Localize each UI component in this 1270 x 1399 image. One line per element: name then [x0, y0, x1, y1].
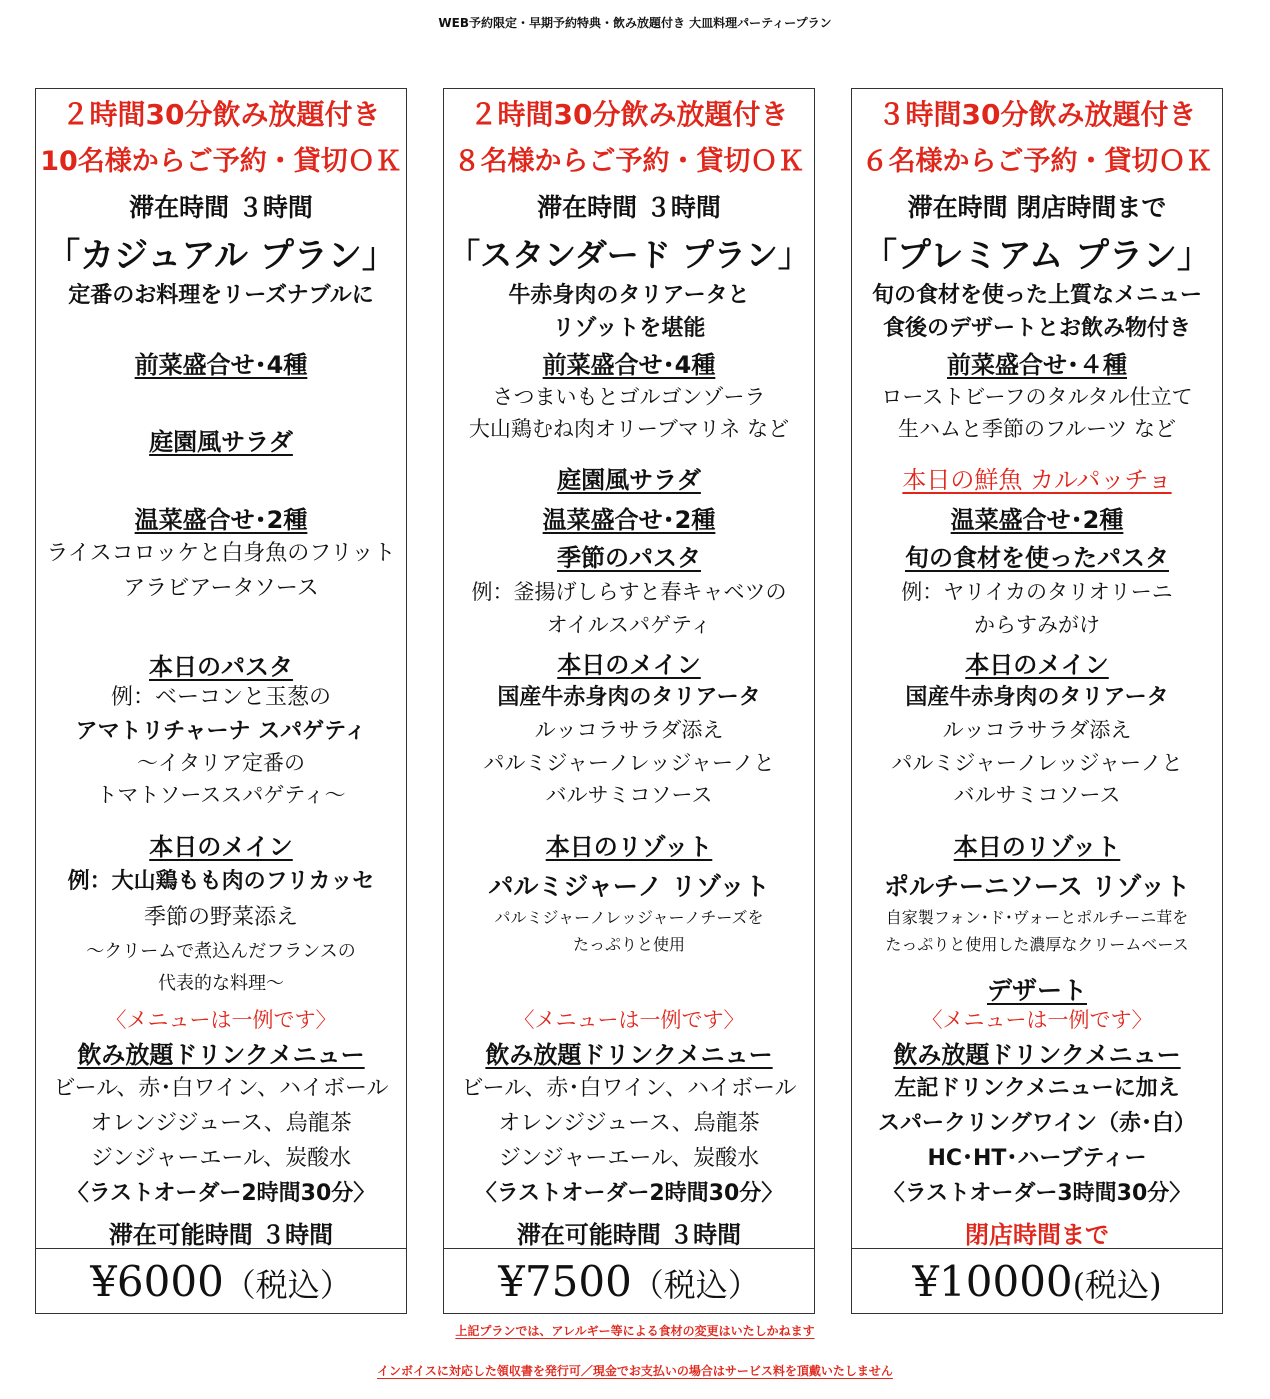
menu-line: 国産牛赤身肉のタリアータ — [497, 685, 761, 710]
menu-line: 滞在時間 閉店時間まで — [907, 193, 1167, 222]
menu-line: 生ハムと季節のフルーツ など — [898, 417, 1176, 441]
menu-line: アマトリチャーナ スパゲティ — [75, 719, 367, 744]
page-title: WEB予約限定・早期予約特典・飲み放題付き 大皿料理パーティープラン — [438, 16, 832, 30]
menu-line: ～イタリア定番の — [137, 751, 305, 775]
menu-line: さつまいもとゴルゴンゾーラ — [492, 385, 766, 409]
menu-line: 代表的な料理～ — [158, 973, 284, 994]
menu-line: 本日のリゾット — [953, 833, 1121, 861]
menu-line: 前菜盛合せ･4種 — [542, 351, 716, 379]
menu-line: ジンジャーエール、炭酸水 — [90, 1146, 352, 1171]
menu-line: 季節のパスタ — [557, 544, 701, 572]
menu-line: 庭園風サラダ — [149, 428, 293, 456]
plan-casual — [35, 88, 407, 1314]
menu-line: 本日のパスタ — [149, 653, 293, 681]
menu-line: 「プレミアム プラン」 — [862, 236, 1212, 276]
menu-line: ２時間30分飲み放題付き — [469, 98, 789, 131]
menu-line: 滞在可能時間 ３時間 — [108, 1221, 334, 1249]
menu-line: オレンジジュース、烏龍茶 — [90, 1111, 352, 1136]
menu-line: 〈ラストオーダー2時間30分〉 — [474, 1181, 784, 1206]
menu-line: ８名様からご予約・貸切ＯＫ — [453, 146, 805, 177]
menu-line: ポルチーニソース リゾット — [884, 872, 1190, 901]
menu-line: 大山鶏むね肉オリーブマリネ など — [468, 417, 790, 441]
menu-line: リゾットを堪能 — [552, 316, 706, 341]
menu-line: 温菜盛合せ･2種 — [950, 506, 1124, 534]
menu-line: 本日のメイン — [965, 651, 1109, 679]
menu-line: 自家製フォン･ド･ヴォーとポルチーニ茸を — [885, 908, 1189, 927]
price-tax: (税込) — [1072, 1266, 1162, 1304]
menu-line: たっぷりと使用した濃厚なクリームベース — [885, 935, 1189, 954]
menu-line: 温菜盛合せ･2種 — [542, 506, 716, 534]
menu-line: ビール、赤･白ワイン、ハイボール — [53, 1076, 389, 1101]
menu-line: 〈メニューは一例です〉 — [105, 1008, 337, 1032]
menu-line: 本日の鮮魚 カルパッチョ — [902, 466, 1172, 494]
menu-line: 食後のデザートとお飲み物付き — [882, 316, 1191, 341]
menu-line: 例：ベーコンと玉葱の — [110, 685, 331, 710]
menu-line: 例：ヤリイカのタリオリーニ — [901, 580, 1173, 604]
menu-line: アラビアータソース — [123, 576, 319, 601]
invoice-note — [0, 1362, 1270, 1379]
menu-line: 旬の食材を使った上質なメニュー — [871, 283, 1202, 308]
price-value: ¥10000 — [912, 1257, 1073, 1306]
menu-line: 〈メニューは一例です〉 — [921, 1008, 1153, 1032]
plan-standard-price — [444, 1249, 814, 1315]
menu-line: ライスコロッケと白身魚のフリット — [46, 541, 396, 566]
plan-standard — [443, 88, 815, 1314]
plan-standard-details — [444, 89, 814, 1249]
plan-premium-price — [852, 1249, 1222, 1315]
menu-line: ２時間30分飲み放題付き — [61, 98, 381, 131]
menu-line: 旬の食材を使ったパスタ — [905, 544, 1169, 572]
plan-premium — [851, 88, 1223, 1314]
menu-line: ～クリームで煮込んだフランスの — [86, 941, 356, 962]
menu-line: 温菜盛合せ･2種 — [134, 506, 308, 534]
menu-line: 滞在時間 ３時間 — [537, 193, 721, 222]
menu-line: バルサミコソース — [545, 783, 713, 807]
menu-line: パルミジャーノレッジャーノチーズを — [494, 908, 764, 927]
menu-line: 本日のメイン — [149, 833, 293, 861]
menu-line: パルミジャーノレッジャーノと — [483, 751, 775, 775]
menu-line: 「カジュアル プラン」 — [46, 236, 396, 276]
menu-line: 例：釜揚げしらすと春キャベツの — [471, 580, 787, 604]
menu-line: 左記ドリンクメニューに加え — [894, 1076, 1180, 1101]
menu-line: 〈メニューは一例です〉 — [513, 1008, 745, 1032]
menu-line: バルサミコソース — [953, 783, 1121, 807]
menu-line: 〈ラストオーダー2時間30分〉 — [66, 1181, 376, 1206]
menu-line: 滞在可能時間 ３時間 — [516, 1221, 742, 1249]
menu-line: からすみがけ — [974, 613, 1100, 637]
menu-line: 飲み放題ドリンクメニュー — [485, 1041, 773, 1069]
menu-line: 「スタンダード プラン」 — [448, 236, 810, 274]
menu-line: 本日のメイン — [557, 651, 701, 679]
menu-line: パルミジャーノ リゾット — [488, 872, 770, 901]
allergy-note-text: 上記プランでは、アレルギー等による食材の変更はいたしかねます — [455, 1324, 815, 1338]
menu-line: 滞在時間 ３時間 — [129, 193, 313, 222]
menu-line: 定番のお料理をリーズナブルに — [68, 283, 374, 308]
price-value: ¥6000 — [90, 1257, 224, 1306]
menu-line: 前菜盛合せ･４種 — [947, 351, 1127, 379]
allergy-note — [0, 1322, 1270, 1339]
menu-line: 季節の野菜添え — [143, 905, 298, 930]
menu-line: トマトソーススパゲティ～ — [96, 783, 346, 807]
menu-line: ルッコラサラダ添え — [534, 718, 724, 742]
plan-casual-price — [36, 1249, 406, 1315]
menu-line: たっぷりと使用 — [572, 935, 685, 954]
menu-line: 10名様からご予約・貸切ＯＫ — [40, 146, 402, 177]
menu-line: ルッコラサラダ添え — [942, 718, 1132, 742]
menu-line: オレンジジュース、烏龍茶 — [498, 1111, 760, 1136]
menu-line: ローストビーフのタルタル仕立て — [881, 385, 1193, 409]
plan-premium-details — [852, 89, 1222, 1249]
menu-line: 牛赤身肉のタリアータと — [508, 283, 750, 308]
menu-line: デザート — [986, 976, 1087, 1005]
menu-line: ３時間30分飲み放題付き — [877, 98, 1197, 131]
menu-line: 本日のリゾット — [545, 833, 713, 861]
menu-line: 飲み放題ドリンクメニュー — [77, 1041, 365, 1069]
invoice-note-text: インボイスに対応した領収書を発行可／現金でお支払いの場合はサービス料を頂戴いたしません — [377, 1364, 893, 1378]
menu-line: 国産牛赤身肉のタリアータ — [905, 685, 1169, 710]
menu-line: スパークリングワイン（赤･白） — [878, 1111, 1196, 1136]
menu-line: HC･HT･ハーブティー — [927, 1146, 1147, 1171]
menu-line: 例：大山鶏もも肉のフリカッセ — [67, 869, 375, 894]
menu-line: オイルスパゲティ — [546, 613, 712, 637]
menu-line: 〈ラストオーダー3時間30分〉 — [882, 1181, 1192, 1206]
menu-line: 庭園風サラダ — [557, 466, 701, 494]
menu-line: 前菜盛合せ･4種 — [134, 351, 308, 379]
menu-line: 飲み放題ドリンクメニュー — [893, 1041, 1181, 1069]
menu-line: ６名様からご予約・貸切ＯＫ — [861, 146, 1213, 177]
price-tax: （税込） — [631, 1266, 760, 1304]
menu-line: ビール、赤･白ワイン、ハイボール — [461, 1076, 797, 1101]
menu-line: 閉店時間まで — [965, 1221, 1109, 1249]
menu-line: パルミジャーノレッジャーノと — [891, 751, 1183, 775]
plan-casual-details — [36, 89, 406, 1249]
price-value: ¥7500 — [498, 1257, 632, 1306]
menu-line: ジンジャーエール、炭酸水 — [498, 1146, 760, 1171]
price-tax: （税込） — [223, 1266, 352, 1304]
